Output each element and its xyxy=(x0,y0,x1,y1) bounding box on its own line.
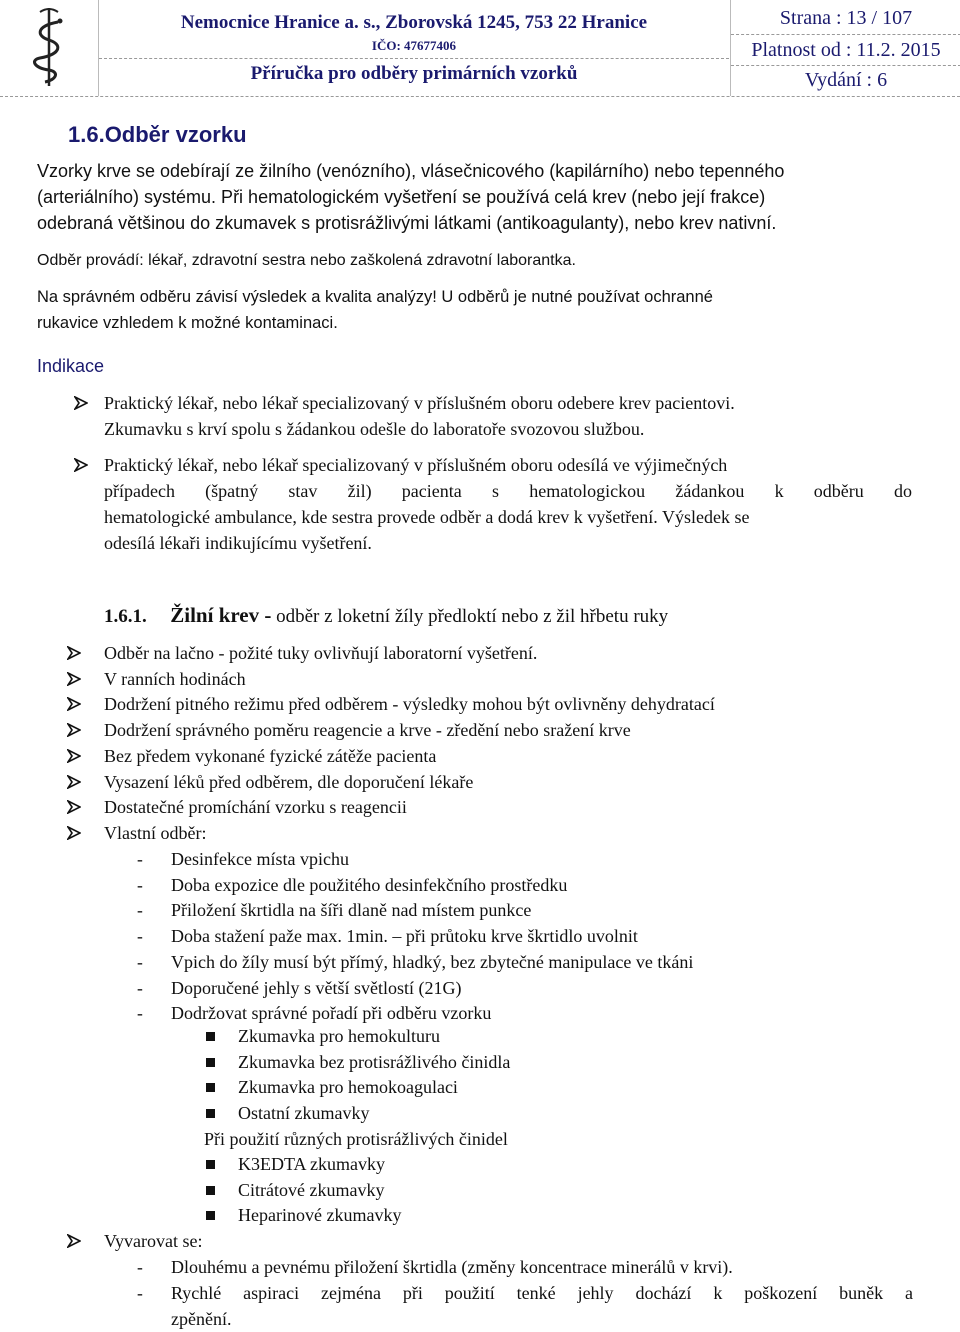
square-bullet-icon xyxy=(206,1083,215,1092)
avoid-item: Rychlé aspiraci zejména při použití tenké jehly dochází k poškození buněk a xyxy=(171,1283,913,1303)
manual-title: Příručka pro odběry primárních vzorků xyxy=(250,63,578,84)
arrow-bullet-icon xyxy=(67,717,87,746)
list-item: Dodržení správného poměru reagencie a krve - zředění nebo sražení krve xyxy=(104,720,631,741)
avoid-label: Vyvarovat se: xyxy=(104,1231,203,1251)
anticoag-item: K3EDTA zkumavky xyxy=(238,1154,386,1174)
arrow-bullet-icon xyxy=(74,390,94,419)
square-bullet-icon xyxy=(206,1058,215,1067)
para1-line3: odebraná většinou do zkumavek s protisrážlivými látkami (antikoagulanty), nebo krev nativní. xyxy=(37,213,777,233)
dash-bullet: - xyxy=(137,1257,143,1277)
section-title: 1.6.Odběr vzorku xyxy=(68,122,247,147)
ind1-line1: Praktický lékař, nebo lékař specializovaný v příslušném oboru odebere krev pacientovi. xyxy=(104,393,735,413)
ind2-line1: Praktický lékař, nebo lékař specializovaný v příslušném oboru odesílá ve výjimečných xyxy=(104,455,728,475)
arrow-bullet-icon xyxy=(67,640,87,669)
hospital-logo xyxy=(0,0,99,96)
square-bullet-icon xyxy=(206,1032,215,1041)
order-item: Zkumavka pro hemokulturu xyxy=(238,1026,440,1046)
arrow-bullet-icon xyxy=(67,666,87,695)
divider xyxy=(99,58,729,59)
dash-bullet: - xyxy=(137,1003,143,1024)
para1-line2: (arteriálního) systému. Při hematologickém vyšetření se používá celá krev (nebo její frakce) xyxy=(37,187,766,207)
dash-bullet: - xyxy=(137,1283,143,1303)
order-item: Zkumavka pro hemokoagulaci xyxy=(238,1077,458,1098)
dash-bullet: - xyxy=(137,849,143,869)
page-number: Strana : 13 / 107 xyxy=(779,7,913,29)
divider xyxy=(731,34,960,35)
square-bullet-icon xyxy=(206,1186,215,1195)
arrow-bullet-icon xyxy=(67,1228,87,1257)
caduceus-icon xyxy=(0,0,98,96)
ind1-line2: Zkumavku s krví spolu s žádankou odešle do laboratoře svozovou službou. xyxy=(104,419,645,439)
anticoag-item: Heparinové zkumavky xyxy=(238,1205,402,1226)
valid-from: Platnost od : 11.2. 2015 xyxy=(751,39,941,61)
dash-item: Doba stažení paže max. 1min. – při průtoku krve škrtidlo uvolnit xyxy=(171,926,638,947)
dash-item: Vpich do žíly musí být přímý, hladký, bez zbytečné manipulace ve tkáni xyxy=(171,951,694,972)
para3-line2: rukavice vzhledem k možné kontaminaci. xyxy=(37,314,338,332)
header-center xyxy=(99,0,729,96)
list-item: Dodržení pitného režimu před odběrem - výsledky mohou být ovlivněny dehydratací xyxy=(104,694,715,715)
avoid-last-continuation: zpěnění. xyxy=(171,1309,232,1329)
dash-item: Desinfekce místa vpichu xyxy=(171,849,349,869)
list-item: Bez předem vykonané fyzické zátěže pacienta xyxy=(104,745,437,766)
para1-line1: Vzorky krve se odebírají ze žilního (venózního), vlásečnicového (kapilárního) nebo tepenného xyxy=(37,161,785,181)
para3-line1: Na správném odběru závisí výsledek a kvalita analýzy! U odběrů je nutné používat ochranné xyxy=(37,288,713,306)
dash-bullet: - xyxy=(137,951,143,972)
dash-item: Doba expozice dle použitého desinfekčního prostředku xyxy=(171,874,568,895)
anticoag-item: Citrátové zkumavky xyxy=(238,1179,385,1200)
arrow-bullet-icon xyxy=(67,820,87,849)
ind2-line3: hematologické ambulance, kde sestra provede odběr a dodá krev k vyšetření. Výsledek se xyxy=(104,507,750,527)
dash-bullet: - xyxy=(137,874,143,895)
subsection-title-bold: Žilní krev - xyxy=(170,603,272,627)
header-right xyxy=(730,0,960,96)
header-bottom-border xyxy=(0,96,960,97)
list-item: Vlastní odběr: xyxy=(104,822,207,843)
square-bullet-icon xyxy=(206,1109,215,1118)
dash-bullet: - xyxy=(137,977,143,998)
subsection-number: 1.6.1. xyxy=(104,606,147,627)
arrow-bullet-icon xyxy=(67,794,87,823)
arrow-bullet-icon xyxy=(74,452,94,481)
edition: Vydání : 6 xyxy=(804,69,888,91)
dash-bullet: - xyxy=(137,926,143,947)
subsection-title-rest: odběr z loketní žíly předloktí nebo z žil hřbetu ruky xyxy=(271,606,669,627)
dash-item: Dodržovat správné pořadí při odběru vzorku xyxy=(171,1003,492,1024)
square-bullet-icon xyxy=(206,1160,215,1169)
divider xyxy=(731,65,960,66)
subsection-heading xyxy=(104,602,668,630)
org-name: Nemocnice Hranice a. s., Zborovská 1245, 753 22 Hranice xyxy=(180,12,648,33)
arrow-bullet-icon xyxy=(67,769,87,798)
page-header xyxy=(0,0,960,97)
dash-item: Přiložení škrtidla na šíři dlaně nad místem punkce xyxy=(171,900,532,921)
list-item: V ranních hodinách xyxy=(104,668,246,689)
arrow-bullet-icon xyxy=(67,691,87,720)
anticoag-intro: Při použití různých protisrážlivých činidel xyxy=(204,1129,508,1149)
org-ico: IČO: 47677406 xyxy=(371,38,457,53)
dash-bullet: - xyxy=(137,900,143,921)
list-item: Dostatečné promíchání vzorku s reagencii xyxy=(104,797,407,818)
list-item: Vysazení léků před odběrem, dle doporučení lékaře xyxy=(104,771,474,792)
square-bullet-icon xyxy=(206,1211,215,1220)
list-item: Odběr na lačno - požité tuky ovlivňují laboratorní vyšetření. xyxy=(104,643,538,663)
indikace-heading: Indikace xyxy=(37,356,105,376)
ind2-line4: odesílá lékaři indikujícímu vyšetření. xyxy=(104,533,372,553)
ind2-line2: případech (špatný stav žil) pacienta s hematologickou žádankou k odběru do xyxy=(104,481,912,501)
para2: Odběr provádí: lékař, zdravotní sestra nebo zaškolená zdravotní laborantka. xyxy=(37,252,576,269)
avoid-item: Dlouhému a pevnému přiložení škrtidla (změny koncentrace minerálů v krvi). xyxy=(171,1257,733,1277)
order-item: Zkumavka bez protisrážlivého činidla xyxy=(238,1051,511,1072)
arrow-bullet-icon xyxy=(67,743,87,772)
order-item: Ostatní zkumavky xyxy=(238,1103,370,1124)
dash-item: Doporučené jehly s větší světlostí (21G) xyxy=(171,977,462,998)
